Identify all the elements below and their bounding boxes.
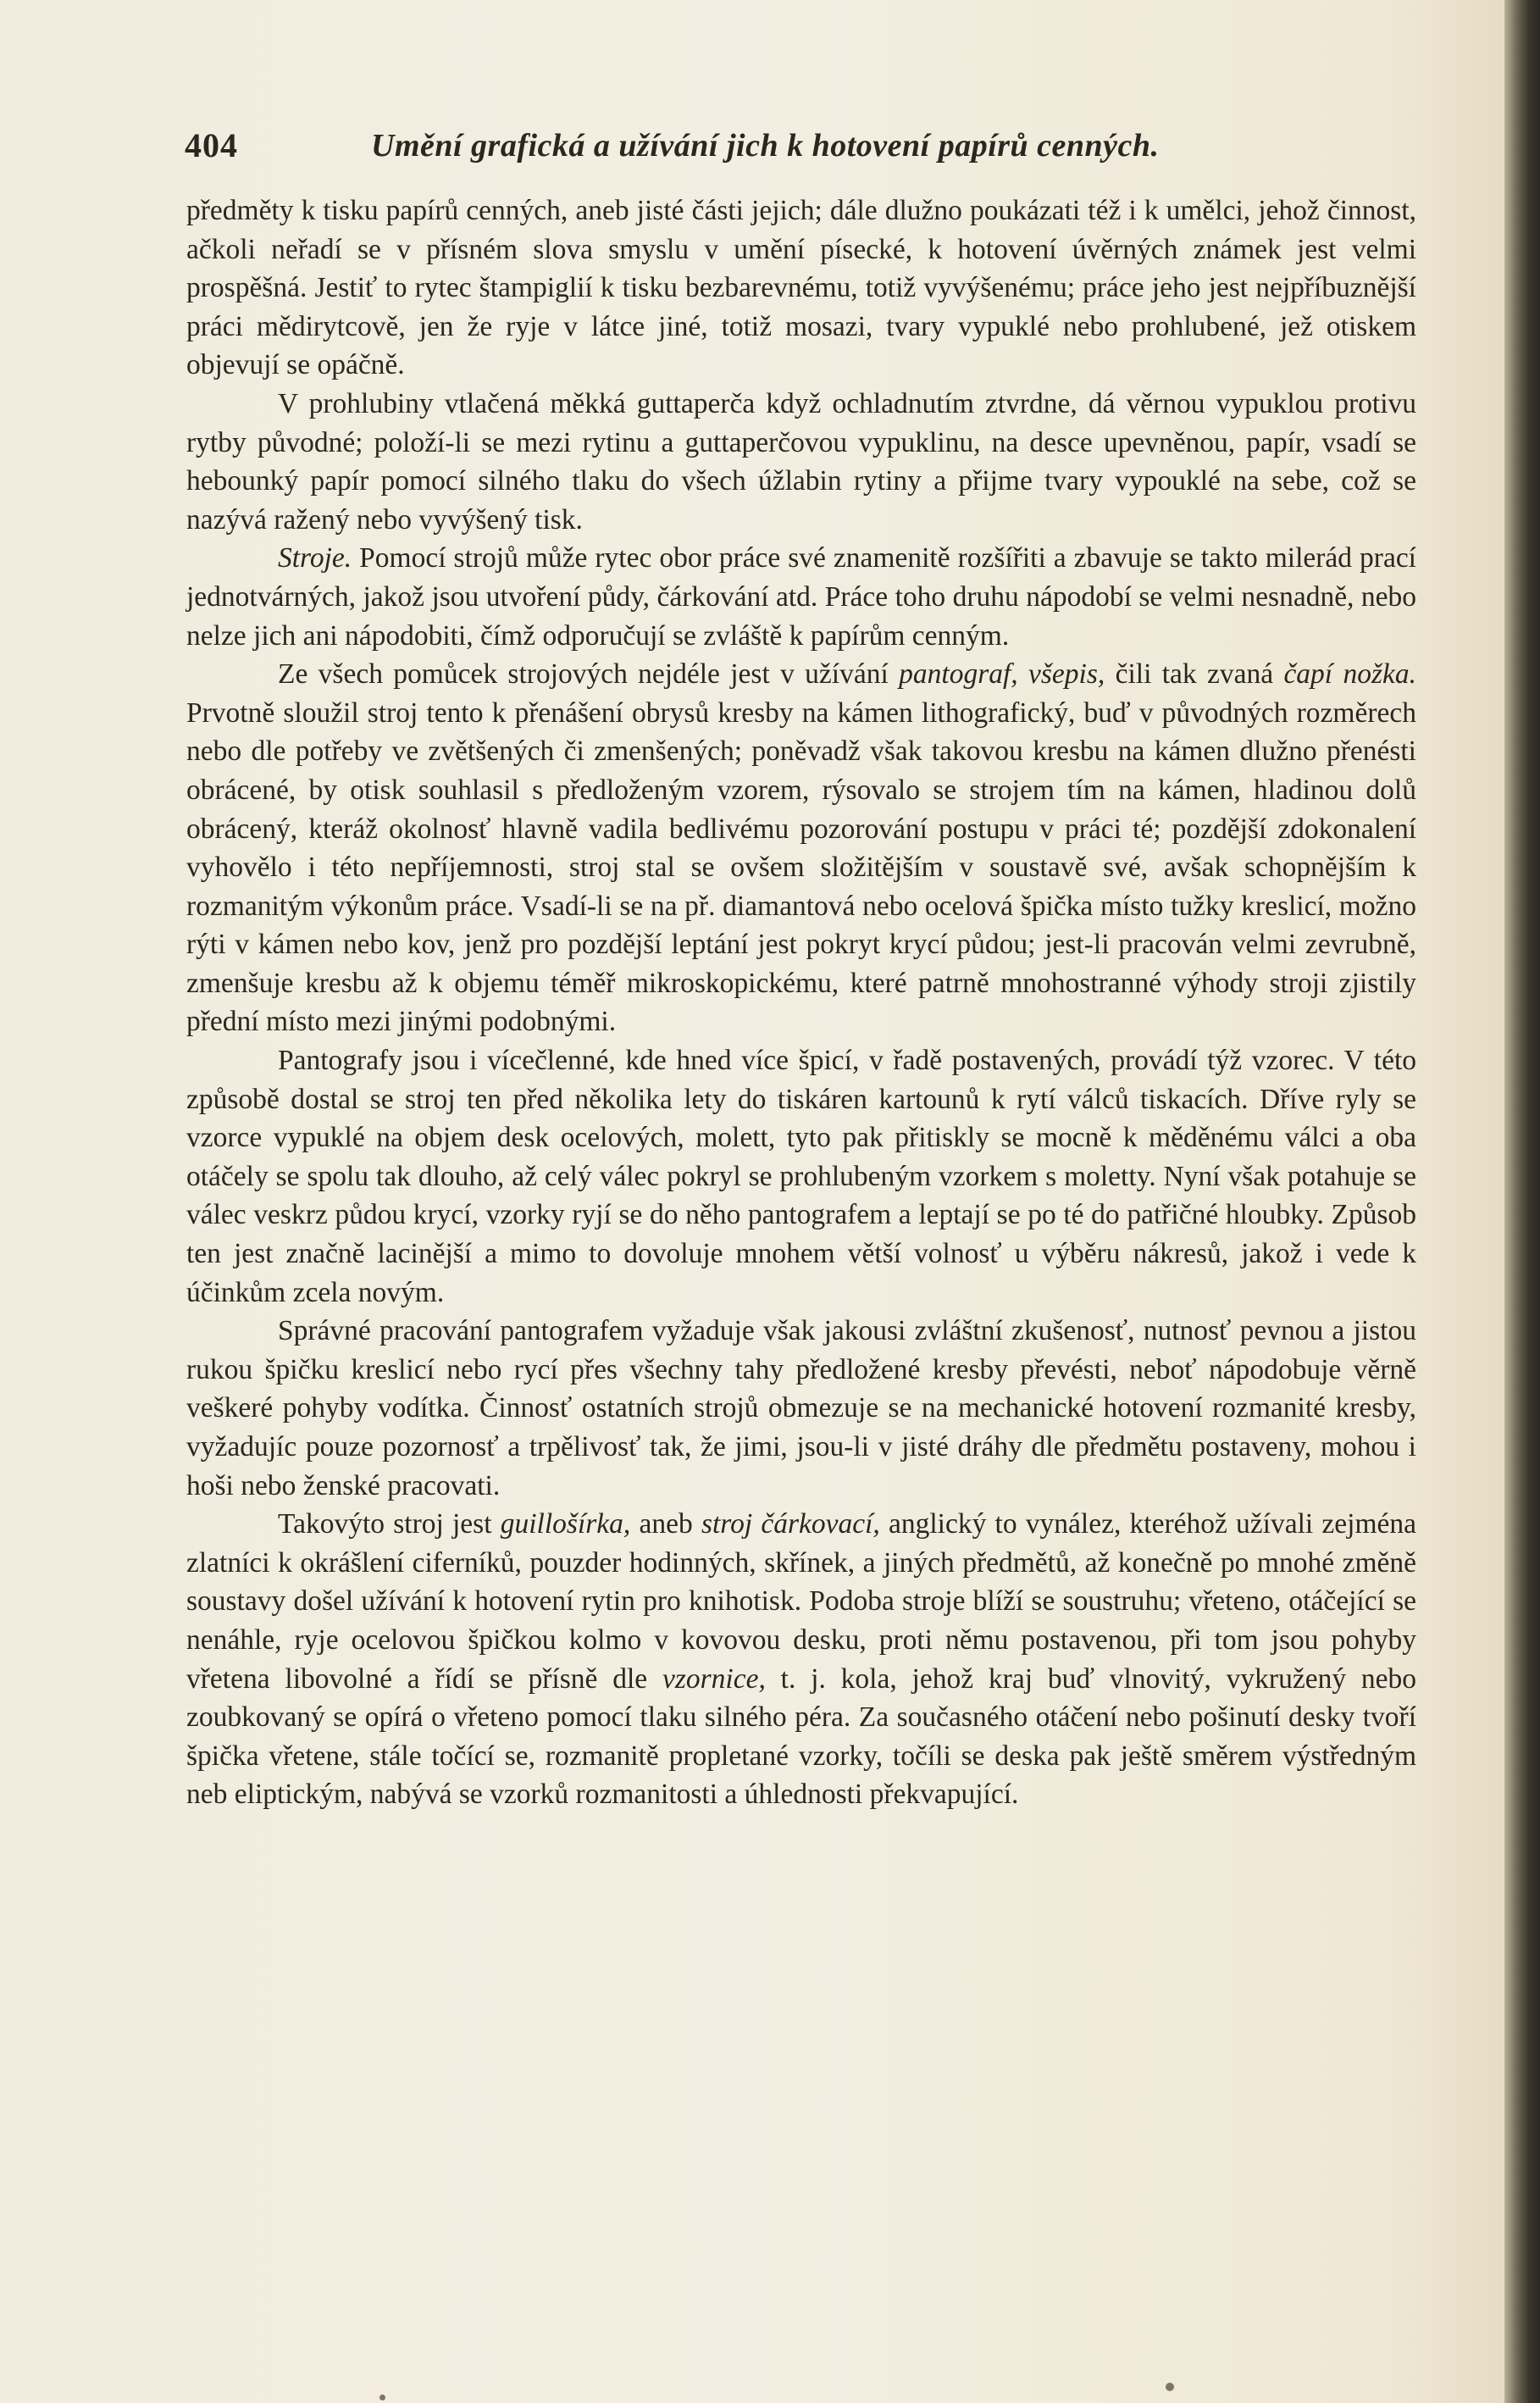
book-binding-edge [1504,0,1540,2403]
paragraph [186,1505,1416,1814]
page-number: 404 [185,126,238,164]
paragraph [186,191,1416,385]
text-run: Takovýto stroj jest [278,1508,501,1540]
text-run: Pomocí strojů může rytec obor práce své znamenitě rozšířiti a zbavuje se takto milerád prací jednotvárných, jakož jsou utvoření půdy, čárkování atd. Práce toho druhu nápodobí se velmi nesnadně, nebo nelze jich ani nápodobiti, čímž odporučují se zvláště k papírům cenným. [186,542,1416,652]
text-run: předměty k tisku papírů cenných, aneb jisté části jejich; dále dlužno poukázati též i k umělci, jehož činnost, ačkoli neřadí se v přísném slova smyslu v umění písecké, k hotovení úvěrných známek jest velmi prospěšná. Jestiť to rytec štampiglií k tisku bezbarevnému, totiž vyvýšenému; práce jeho jest nejpříbuznější práci mědirytcově, jen že ryje v látce jiné, totiž mosazi, tvary vypuklé nebo prohlubené, jež otiskem objevují se opáčně. [186,195,1416,381]
italic-term: vzornice, [662,1662,766,1695]
text-run: t. j. kola, jehož kraj buď vlnovitý, vykružený nebo zoubkovaný se opírá o vřeteno pomocí tlaku silného péra. Za současného otáčení nebo pošinutí desky tvoří špička vřetene, stále točící se, rozmanitě propletané vzorky, točíli se deska pak ještě směrem výstředným neb eliptickým, nabývá se vzorků rozmanitosti a úhlednosti překvapující. [186,1662,1417,1811]
text-run: Pantografy jsou i vícečlenné, kde hned více špicí, v řadě postavených, provádí týž vzorec. V této způsobě dostal se stroj ten před několika lety do tiskáren kartounů k rytí válců tiskacích. Dříve ryly se vzorce vypuklé na objem desk ocelových, molett, tyto pak přitiskly se mocně k měděnému válci a oba otáčely se spolu tak dlouho, až celý válec pokryl se prohlubeným vzorkem s moletty. Nyní však potahuje se válec veskrz půdou krycí, vzorky ryjí se do něho pantografem a leptají se po té do patřičné hloubky. Způsob ten jest značně lacinější a mimo to dovoluje mnohem větší volnosť u výběru nákresů, jakož i vede k účinkům zcela novým. [186,1045,1416,1308]
text-run: V prohlubiny vtlačená měkká guttaperča když ochladnutím ztvrdne, dá věrnou vypuklou protivu rytby původné; položí-li se mezi rytinu a guttaperčovou vypuklinu, na desce upevněnou, papír, vsadí se hebounký papír pomocí silného tlaku do všech úžlabin rytiny a přijme tvary vypouklé na sebe, což se nazývá ražený nebo vyvýšený tisk. [186,387,1416,536]
paper-speck [379,2395,385,2400]
italic-term: guillošírka, [500,1508,631,1540]
text-run: aneb [630,1508,701,1540]
paper-speck [1166,2383,1174,2391]
text-run: čili tak zvaná [1105,658,1284,691]
text-run: Prvotně sloužil stroj tento k přenášení obrysů kresby na kámen lithografický, buď v původných rozměrech nebo dle potřeby ve zvětšených či zmenšených; poněvadž však takovou kresbu na kámen dlužno přenésti obrácené, by otisk souhlasil s předloženým vzorem, rýsovalo se strojem tím na kámen, hladinou dolů obrácený, kteráž okolnosť hlavně vadila bedlivému pozorování postupu v práci té; pozdější zdokonalení vyhovělo i této nepříjemnosti, stroj stal se ovšem složitějším v soustavě své, avšak schopnějším k rozmanitým výkonům práce. Vsadí-li se na př. diamantová nebo ocelová špička místo tužky kreslicí, možno rýti v kámen nebo kov, jenž pro pozdější leptání jest pokryt krycí půdou; jest-li pracován velmi zevrubně, zmenšuje kresbu až k objemu téměř mikroskopickému, které patrně mnohostranné výhody stroji zjistily přední místo mezi jinými podobnými. [186,696,1416,1038]
italic-term: stroj čárkovací, [701,1508,880,1540]
italic-term: čapí nožka. [1283,658,1416,691]
italic-term: pantograf, všepis, [899,658,1105,691]
text-run: Ze všech pomůcek strojových nejdéle jest v užívání [278,658,900,691]
paragraph [186,655,1416,1041]
text-run: Správné pracování pantografem vyžaduje však jakousi zvláštní zkušenosť, nutnosť pevnou a jistou rukou špičku kreslicí nebo rycí přes všechny tahy předložené kresby převésti, neboť nápodobuje věrně veškeré pohyby vodítka. Činnosť ostatních strojů obmezuje se na mechanické hotovení rozmanité kresby, vyžadujíc pouze pozornosť a trpělivosť tak, že jimi, jsou-li v jisté dráhy dle předmětu postaveny, mohou i hoši nebo ženské pracovati. [186,1315,1416,1501]
italic-term: Stroje. [278,542,352,574]
page-header [185,125,1413,176]
paragraph [186,539,1416,655]
body-text [186,191,1416,1814]
paragraph [186,1041,1416,1312]
paragraph [186,385,1416,539]
running-title: Umění grafická a užívání jich k hotovení papírů cenných. [371,128,1160,164]
paragraph [186,1312,1416,1505]
text-run: anglický to vynález, kteréhož užívali zejména zlatníci k okrášlení ciferníků, pouzder hodinných, skřínek, a jiných předmětů, až konečně po mnohé změně soustavy došel užívání k hotovení rytin pro knihotisk. Podoba stroje blíží se soustruhu; vřeteno, otáčející se nenáhle, ryje ocelovou špičkou kolmo v kovovou desku, proti němu postavenou, při tom jsou pohyby vřetena libovolné a řídí se přísně dle [186,1508,1416,1695]
